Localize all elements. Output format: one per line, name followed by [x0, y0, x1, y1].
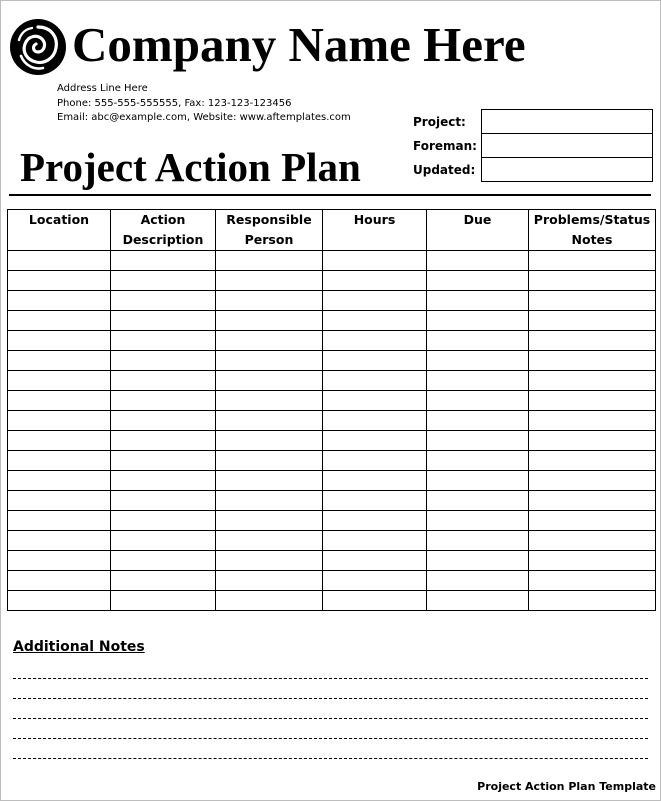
table-row	[8, 491, 656, 511]
table-cell[interactable]	[427, 511, 529, 531]
table-row	[8, 471, 656, 491]
table-cell[interactable]	[216, 451, 323, 471]
column-header-action-description: Action Description	[111, 210, 216, 251]
table-row	[8, 411, 656, 431]
table-cell[interactable]	[111, 291, 216, 311]
project-label: Project:	[413, 114, 466, 129]
table-cell[interactable]	[111, 351, 216, 371]
updated-field[interactable]	[482, 158, 653, 182]
table-cell[interactable]	[427, 571, 529, 591]
table-cell[interactable]	[529, 371, 656, 391]
table-cell[interactable]	[323, 291, 427, 311]
table-cell[interactable]	[427, 291, 529, 311]
table-row	[8, 331, 656, 351]
table-cell[interactable]	[323, 471, 427, 491]
foreman-field[interactable]	[482, 134, 653, 158]
project-field[interactable]	[482, 110, 653, 134]
table-cell[interactable]	[529, 511, 656, 531]
table-cell[interactable]	[111, 491, 216, 511]
table-cell[interactable]	[427, 311, 529, 331]
table-cell[interactable]	[427, 391, 529, 411]
table-cell[interactable]	[427, 251, 529, 271]
table-cell[interactable]	[323, 511, 427, 531]
table-cell[interactable]	[8, 491, 111, 511]
table-cell[interactable]	[216, 291, 323, 311]
table-cell[interactable]	[216, 331, 323, 351]
table-row	[8, 291, 656, 311]
table-cell[interactable]	[8, 511, 111, 531]
table-cell[interactable]	[427, 591, 529, 611]
table-row	[8, 271, 656, 291]
table-cell[interactable]	[529, 411, 656, 431]
table-cell[interactable]	[323, 571, 427, 591]
table-cell[interactable]	[111, 431, 216, 451]
table-cell[interactable]	[111, 271, 216, 291]
table-cell[interactable]	[8, 531, 111, 551]
table-body	[8, 251, 656, 611]
table-cell[interactable]	[323, 551, 427, 571]
table-cell[interactable]	[111, 451, 216, 471]
table-cell[interactable]	[529, 391, 656, 411]
table-cell[interactable]	[427, 351, 529, 371]
table-cell[interactable]	[216, 411, 323, 431]
table-cell[interactable]	[216, 391, 323, 411]
table-cell[interactable]	[529, 551, 656, 571]
table-cell[interactable]	[529, 451, 656, 471]
table-cell[interactable]	[8, 411, 111, 431]
action-plan-table	[7, 209, 656, 611]
table-row	[8, 551, 656, 571]
table-cell[interactable]	[111, 571, 216, 591]
table-row	[8, 531, 656, 551]
table-cell[interactable]	[216, 531, 323, 551]
note-line[interactable]	[13, 758, 648, 759]
table-cell[interactable]	[216, 371, 323, 391]
note-line[interactable]	[13, 738, 648, 739]
foreman-label: Foreman:	[413, 138, 477, 153]
table-cell[interactable]	[216, 571, 323, 591]
column-header-hours: Hours	[323, 210, 427, 251]
table-row	[8, 451, 656, 471]
table-row	[8, 511, 656, 531]
rose-logo-icon	[9, 18, 67, 76]
additional-notes-heading: Additional Notes	[13, 639, 145, 655]
table-cell[interactable]	[529, 571, 656, 591]
project-row	[410, 110, 653, 134]
table-cell[interactable]	[216, 251, 323, 271]
table-row	[8, 351, 656, 371]
table-row	[8, 391, 656, 411]
table-row	[8, 371, 656, 391]
table-header-row	[8, 210, 656, 251]
note-line[interactable]	[13, 678, 648, 679]
table-cell[interactable]	[323, 251, 427, 271]
table-cell[interactable]	[427, 451, 529, 471]
note-line[interactable]	[13, 698, 648, 699]
table-cell[interactable]	[323, 311, 427, 331]
table-cell[interactable]	[216, 471, 323, 491]
table-row	[8, 311, 656, 331]
note-line[interactable]	[13, 718, 648, 719]
table-cell[interactable]	[111, 591, 216, 611]
table-cell[interactable]	[427, 551, 529, 571]
table-cell[interactable]	[111, 411, 216, 431]
table-cell[interactable]	[8, 271, 111, 291]
project-info-table	[410, 109, 653, 182]
table-cell[interactable]	[529, 531, 656, 551]
table-cell[interactable]	[8, 371, 111, 391]
table-cell[interactable]	[216, 551, 323, 571]
table-cell[interactable]	[529, 291, 656, 311]
table-cell[interactable]	[111, 511, 216, 531]
footer-caption: Project Action Plan Template	[477, 780, 656, 793]
table-cell[interactable]	[216, 491, 323, 511]
table-cell[interactable]	[111, 531, 216, 551]
phone-line: Phone: 555-555-555555, Fax: 123-123-123456	[57, 97, 292, 109]
table-cell[interactable]	[8, 591, 111, 611]
updated-row	[410, 158, 653, 182]
address-line: Address Line Here	[57, 83, 148, 94]
table-cell[interactable]	[427, 491, 529, 511]
foreman-row	[410, 134, 653, 158]
column-header-location: Location	[8, 210, 111, 251]
table-cell[interactable]	[323, 391, 427, 411]
table-cell[interactable]	[8, 471, 111, 491]
table-cell[interactable]	[323, 431, 427, 451]
table-cell[interactable]	[111, 311, 216, 331]
table-cell[interactable]	[529, 311, 656, 331]
table-cell[interactable]	[529, 491, 656, 511]
table-cell[interactable]	[111, 251, 216, 271]
table-cell[interactable]	[8, 431, 111, 451]
table-cell[interactable]	[323, 591, 427, 611]
table-cell[interactable]	[529, 351, 656, 371]
table-row	[8, 431, 656, 451]
table-cell[interactable]	[529, 331, 656, 351]
table-cell[interactable]	[427, 331, 529, 351]
table-cell[interactable]	[529, 591, 656, 611]
table-cell[interactable]	[111, 551, 216, 571]
table-cell[interactable]	[323, 271, 427, 291]
table-cell[interactable]	[8, 451, 111, 471]
table-cell[interactable]	[427, 411, 529, 431]
document-title: Project Action Plan	[20, 144, 361, 190]
table-cell[interactable]	[323, 351, 427, 371]
column-header-problems-status-notes: Problems/Status Notes	[529, 210, 656, 251]
table-cell[interactable]	[111, 371, 216, 391]
table-cell[interactable]	[427, 271, 529, 291]
title-divider	[9, 194, 651, 196]
table-cell[interactable]	[8, 311, 111, 331]
column-header-responsible-person: Responsible Person	[216, 210, 323, 251]
table-cell[interactable]	[8, 291, 111, 311]
table-row	[8, 251, 656, 271]
table-cell[interactable]	[8, 571, 111, 591]
table-cell[interactable]	[216, 271, 323, 291]
table-cell[interactable]	[323, 331, 427, 351]
table-cell[interactable]	[529, 251, 656, 271]
table-cell[interactable]	[427, 371, 529, 391]
table-cell[interactable]	[427, 531, 529, 551]
table-cell[interactable]	[323, 491, 427, 511]
contact-block	[57, 82, 351, 126]
table-row	[8, 571, 656, 591]
table-cell[interactable]	[8, 251, 111, 271]
table-cell[interactable]	[8, 551, 111, 571]
column-header-due: Due	[427, 210, 529, 251]
table-cell[interactable]	[323, 411, 427, 431]
table-cell[interactable]	[427, 471, 529, 491]
company-name: Company Name Here	[72, 17, 526, 72]
table-cell[interactable]	[323, 371, 427, 391]
table-cell[interactable]	[216, 311, 323, 331]
table-cell[interactable]	[216, 431, 323, 451]
updated-label: Updated:	[413, 162, 476, 177]
table-cell[interactable]	[111, 471, 216, 491]
table-cell[interactable]	[323, 531, 427, 551]
table-row	[8, 591, 656, 611]
table-cell[interactable]	[216, 351, 323, 371]
table-cell[interactable]	[216, 591, 323, 611]
table-cell[interactable]	[216, 511, 323, 531]
table-cell[interactable]	[111, 391, 216, 411]
table-cell[interactable]	[529, 431, 656, 451]
table-cell[interactable]	[8, 351, 111, 371]
table-cell[interactable]	[427, 431, 529, 451]
table-cell[interactable]	[323, 451, 427, 471]
email-line: Email: abc@example.com, Website: www.aftemplates.com	[57, 112, 351, 123]
table-cell[interactable]	[529, 471, 656, 491]
table-cell[interactable]	[529, 271, 656, 291]
table-cell[interactable]	[111, 331, 216, 351]
table-cell[interactable]	[8, 331, 111, 351]
table-cell[interactable]	[8, 391, 111, 411]
